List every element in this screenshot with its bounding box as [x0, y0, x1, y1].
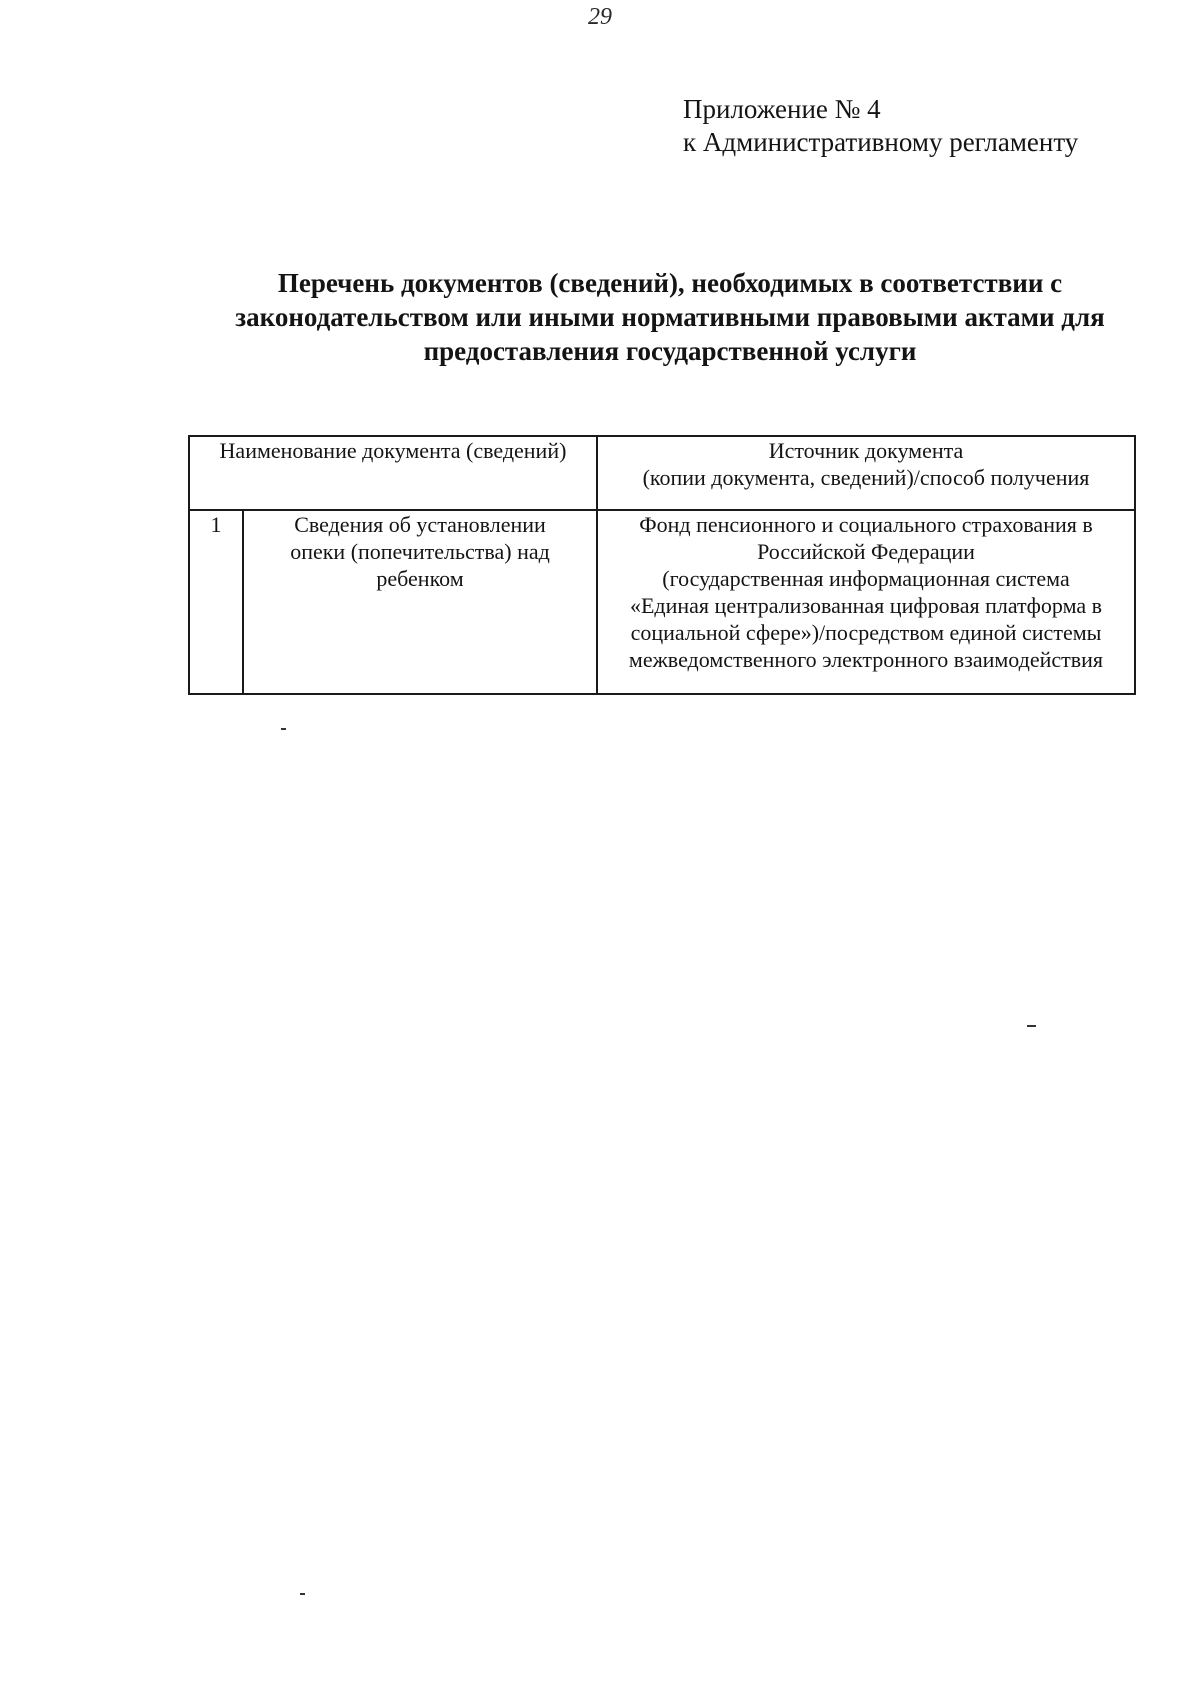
appendix-line-1: Приложение № 4: [683, 94, 881, 124]
scan-speck: [281, 728, 286, 730]
header-source-line-2: (копии документа, сведений)/способ получения: [642, 465, 1090, 490]
table-header-row: [189, 436, 1135, 510]
scan-speck: [300, 1593, 305, 1595]
appendix-heading: [683, 93, 1078, 159]
source-line: (государственная информационная система: [662, 566, 1070, 591]
table-row: [189, 510, 1135, 694]
header-source-line-1: Источник документа: [768, 438, 964, 463]
name-line: ребенком: [376, 566, 464, 591]
row-document-name: [243, 510, 597, 694]
name-line: Сведения об установлении: [294, 512, 546, 537]
documents-table: [188, 435, 1136, 695]
header-document-source: [597, 436, 1135, 510]
appendix-line-2: к Административному регламенту: [683, 127, 1079, 157]
title-line-2: законодательством или иными нормативными правовыми актами для: [235, 302, 1105, 332]
name-line: опеки (попечительства) над: [290, 539, 550, 564]
row-document-source: [597, 510, 1135, 694]
header-document-name: Наименование документа (сведений): [189, 436, 597, 510]
source-line: социальной сфере»)/посредством единой системы: [630, 620, 1102, 645]
title-line-1: Перечень документов (сведений), необходимых в соответствии с: [277, 268, 1063, 298]
row-number: 1: [189, 510, 243, 694]
source-line: Российской Федерации: [757, 539, 975, 564]
scan-speck: [1027, 1025, 1036, 1027]
source-line: межведомственного электронного взаимодействия: [628, 647, 1104, 672]
source-line: Фонд пенсионного и социального страхования в: [639, 512, 1093, 537]
document-title: [180, 266, 1160, 368]
title-line-3: предоставления государственной услуги: [423, 336, 917, 366]
page-number: 29: [588, 4, 612, 30]
source-line: «Единая централизованная цифровая платформа в: [629, 593, 1102, 618]
